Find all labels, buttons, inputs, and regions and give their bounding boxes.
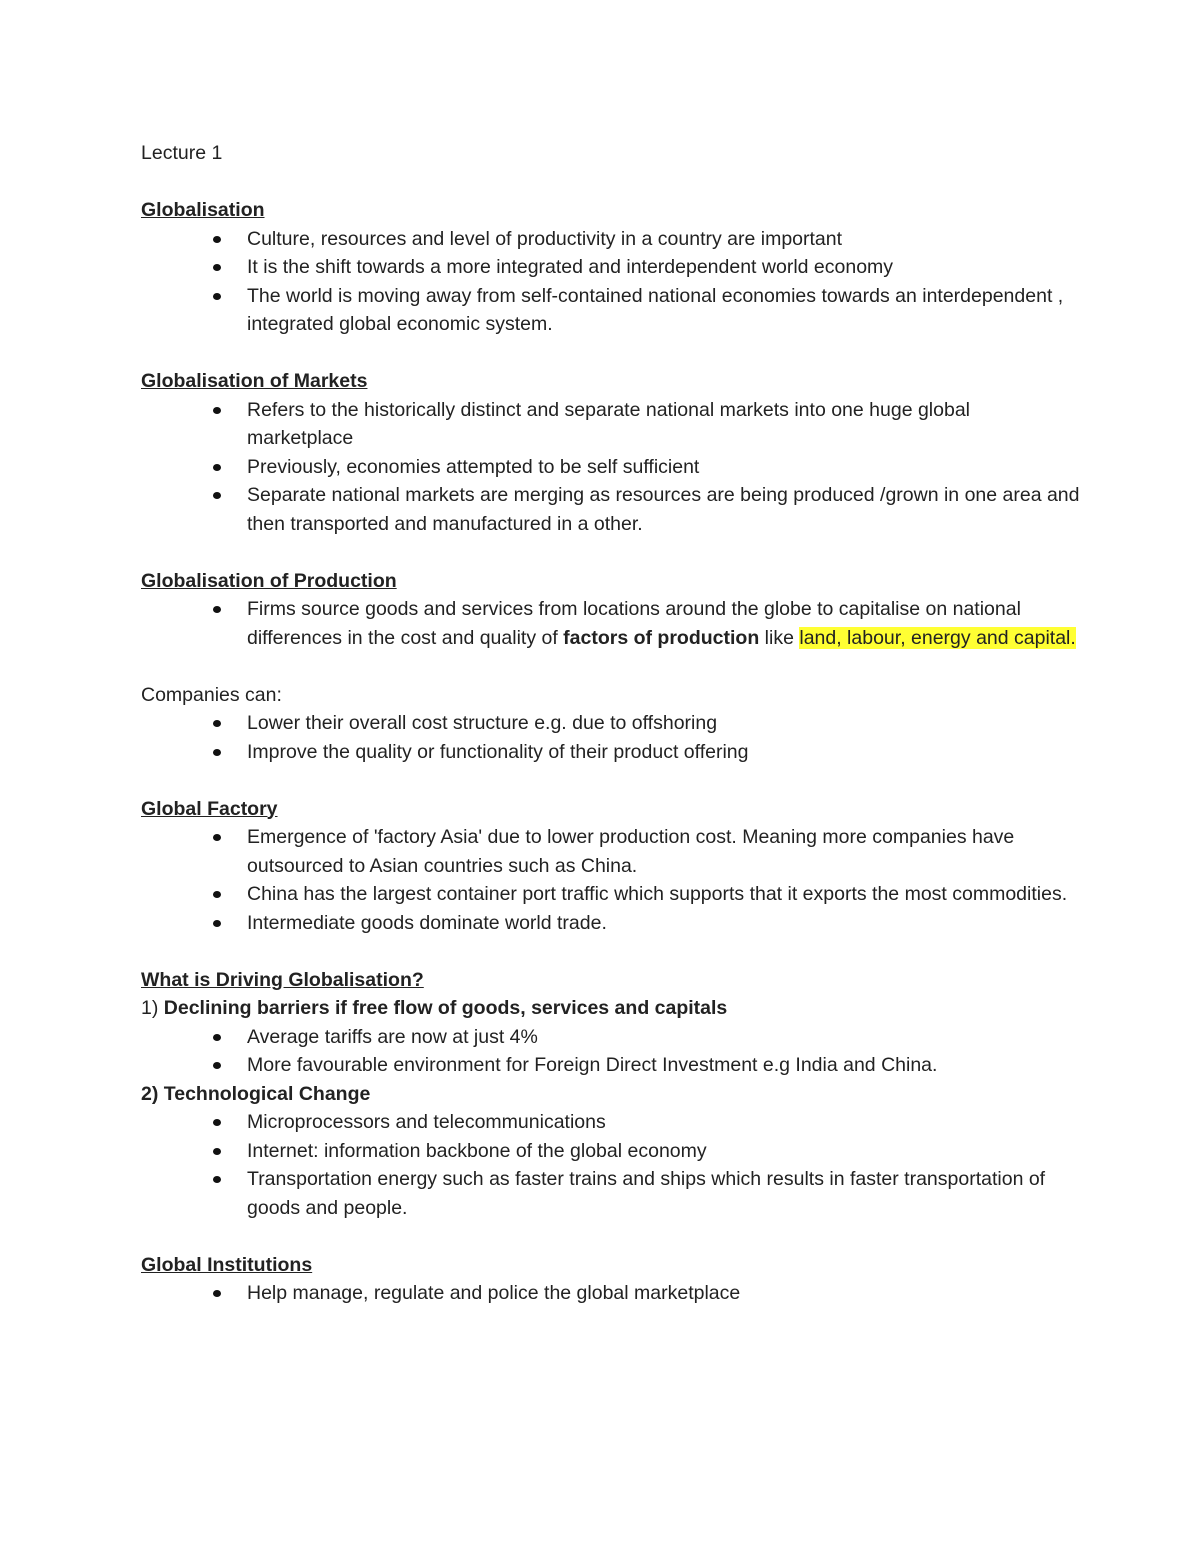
heading-driving-globalisation: What is Driving Globalisation? [141, 968, 424, 991]
list-item: Intermediate goods dominate world trade. [141, 909, 1081, 938]
list-item: Improve the quality or functionality of their product offering [141, 738, 1081, 767]
list-driver-2 [141, 1108, 1081, 1222]
list-item: China has the largest container port traffic which supports that it exports the most commodities. [141, 880, 1081, 909]
list-item [141, 595, 1081, 652]
list-item: Separate national markets are merging as resources are being produced /grown in one area and then transported and manufactured in a other. [141, 481, 1081, 538]
heading-globalisation-of-production: Globalisation of Production [141, 569, 397, 592]
list-global-institutions [141, 1279, 1081, 1308]
list-item: Average tariffs are now at just 4% [141, 1023, 1081, 1052]
list-item: Microprocessors and telecommunications [141, 1108, 1081, 1137]
list-item: Previously, economies attempted to be self sufficient [141, 453, 1081, 482]
list-item: Internet: information backbone of the global economy [141, 1137, 1081, 1166]
list-item: Culture, resources and level of productivity in a country are important [141, 225, 1081, 254]
list-item: Transportation energy such as faster trains and ships which results in faster transportation of goods and people. [141, 1165, 1081, 1222]
heading-globalisation-of-markets: Globalisation of Markets [141, 370, 368, 392]
list-globalisation-of-markets [141, 396, 1081, 539]
driver-1-number: 1) [141, 997, 164, 1019]
list-global-factory [141, 823, 1081, 937]
heading-global-factory: Global Factory [141, 797, 278, 820]
list-item: More favourable environment for Foreign Direct Investment e.g India and China. [141, 1051, 1081, 1080]
list-driver-1 [141, 1023, 1081, 1080]
list-item: It is the shift towards a more integrated and interdependent world economy [141, 253, 1081, 282]
highlighted-factors: land, labour, energy and capital. [799, 626, 1076, 649]
driver-1 [141, 994, 1081, 1023]
heading-global-institutions: Global Institutions [141, 1253, 313, 1276]
driver-1-title: Declining barriers if free flow of goods, services and capitals [163, 997, 728, 1019]
list-item: Emergence of 'factory Asia' due to lower production cost. Meaning more companies have outsourced to Asian countries such as China. [141, 823, 1081, 880]
bold-factors-of-production: factors of production [563, 626, 760, 649]
driver-2-title: 2) Technological Change [141, 1082, 371, 1105]
text-run: Firms source goods and services from locations around the globe to capitalise on national differences in the cost and quality of [247, 598, 1021, 649]
list-companies-can [141, 709, 1081, 766]
list-globalisation [141, 225, 1081, 339]
document-content [141, 139, 1081, 1308]
list-item: Refers to the historically distinct and separate national markets into one huge global marketplace [141, 396, 1081, 453]
driver-2 [141, 1080, 1081, 1109]
lecture-title: Lecture 1 [141, 142, 223, 164]
heading-globalisation: Globalisation [141, 199, 265, 221]
list-globalisation-of-production [141, 595, 1081, 652]
companies-can-intro: Companies can: [141, 683, 282, 706]
list-item: Help manage, regulate and police the global marketplace [141, 1279, 1081, 1308]
list-item: The world is moving away from self-contained national economies towards an interdependent , integrated global economic system. [141, 282, 1081, 339]
list-item: Lower their overall cost structure e.g. due to offshoring [141, 709, 1081, 738]
text-run: like [759, 626, 800, 649]
